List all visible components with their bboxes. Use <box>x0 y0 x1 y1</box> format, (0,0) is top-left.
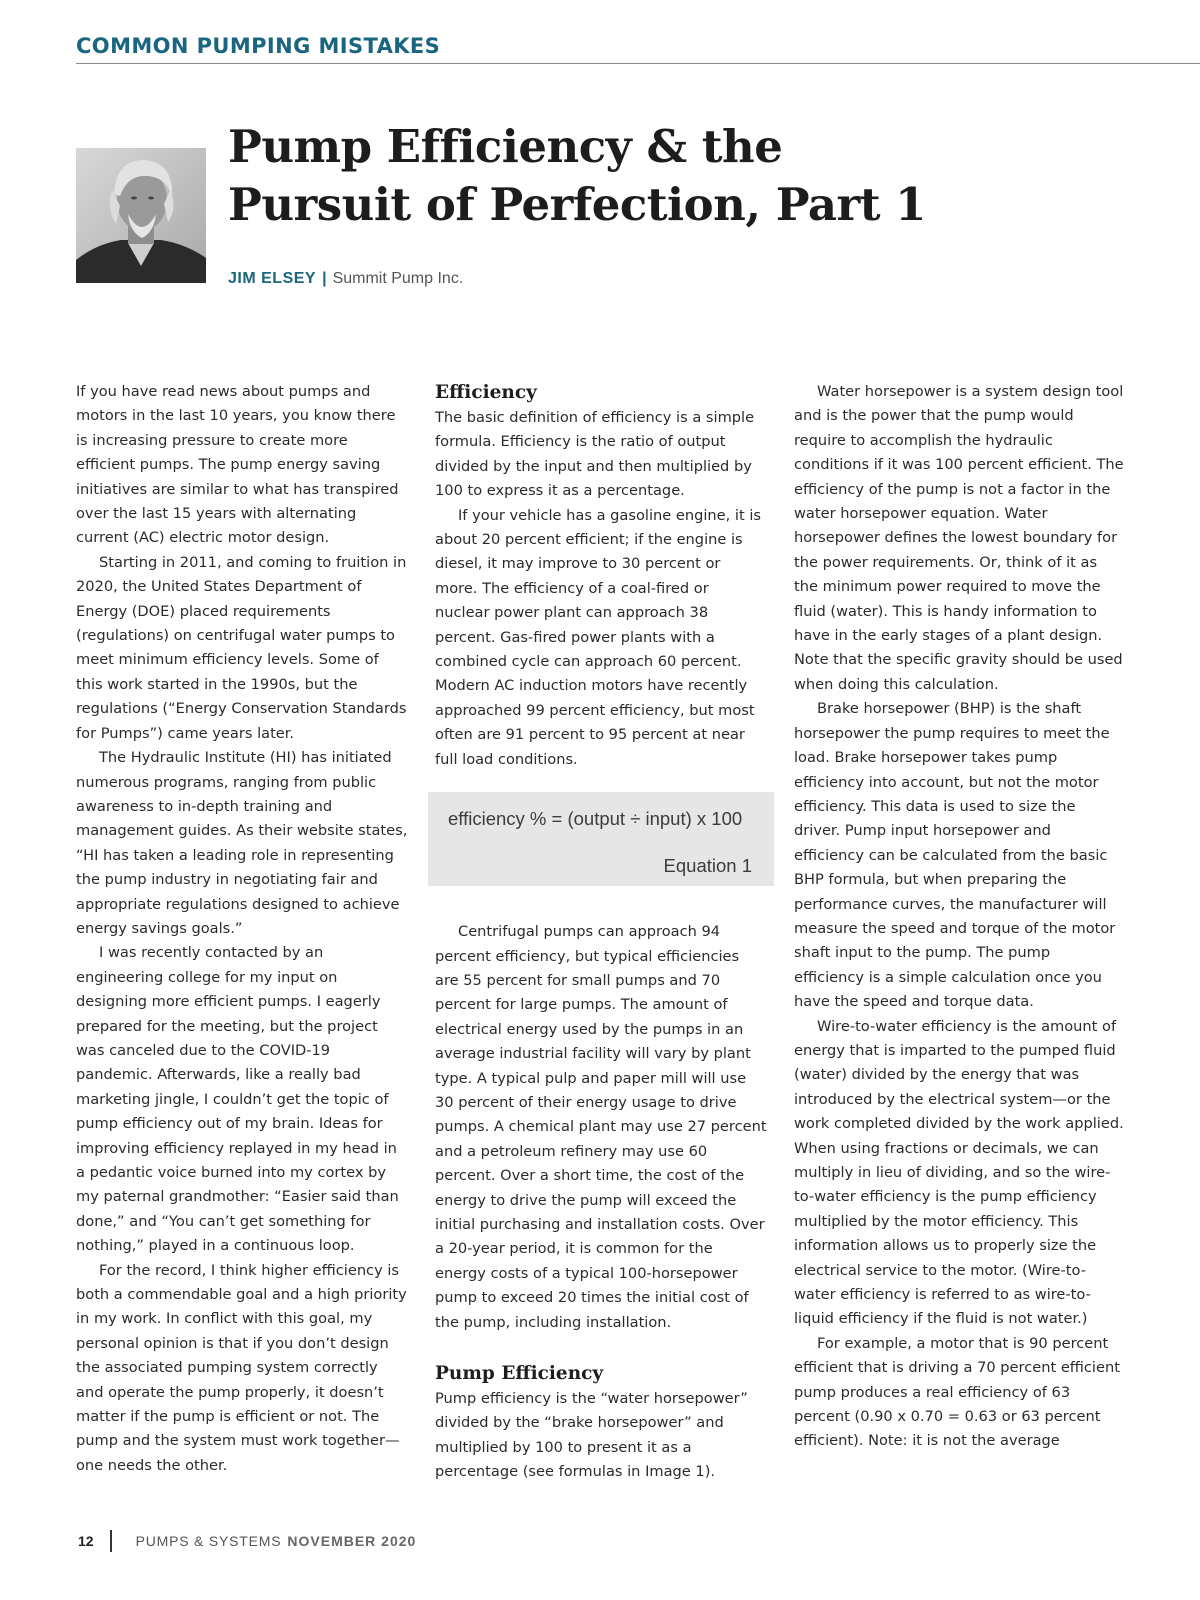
body-paragraph: If you have read news about pumps and motors in the last 10 years, you know there is increasing pressure to create more efficient pumps. The pump energy saving initiatives are similar to what has transpired over the last 15 years with alternating current (AC) electric motor design. <box>76 383 399 547</box>
body-paragraph: If your vehicle has a gasoline engine, it is about 20 percent efficient; if the engine is diesel, it may improve to 30 percent or more. The efficiency of a coal-fired or nuclear power plant can approach 38 percent. Gas-fired power plants with a combined cycle can approach 60 percent. Modern AC induction motors have recently approached 99 percent efficiency, but most often are 91 percent to 95 percent at near full load conditions. <box>435 506 762 768</box>
body-paragraph: The basic definition of efficiency is a simple formula. Efficiency is the ratio of output divided by the input and then multiplied by 100 to express it as a percentage. <box>435 409 755 500</box>
equation-box <box>428 792 774 886</box>
body-paragraph: Water horsepower is a system design tool and is the power that the pump would require to accomplish the hydraulic conditions if it was 100 percent efficient. The efficiency of the pump is not a factor in the water horsepower equation. Water horsepower defines the lowest boundary for the power requirements. Or, think of it as the minimum power required to move the fluid (water). This is handy information to have in the early stages of a plant design. Note that the specific gravity should be used when doing this calculation. <box>794 383 1124 693</box>
body-paragraph: Starting in 2011, and coming to fruition in 2020, the United States Department of Energy (DOE) placed requirements (regulations) on centrifugal water pumps to meet minimum efficiency levels. Some of this work started in the 1990s, but the regulations (“Energy Conservation Standards for Pumps”) came years later. <box>76 553 407 742</box>
body-paragraph: Brake horsepower (BHP) is the shaft horsepower the pump requires to meet the load. Brake horsepower takes pump efficiency into account, but not the motor efficiency. This data is used to size the driver. Pump input horsepower and efficiency can be calculated from the basic BHP formula, but when preparing the performance curves, the manufacturer will measure the speed and torque of the motor shaft input to the pump. The pump efficiency is a simple calculation once you have the speed and torque data. <box>794 700 1116 1011</box>
body-paragraph: For example, a motor that is 90 percent efficient that is driving a 70 percent efficient pump produces a real efficiency of 63 percent (0.90 x 0.70 = 0.63 or 63 percent efficient). Note: it is not the average <box>794 1334 1120 1450</box>
article-title: Pump Efficiency & the Pursuit of Perfection, Part 1 <box>228 120 926 231</box>
page-number: 12 <box>78 1533 94 1549</box>
section-label: COMMON PUMPING MISTAKES <box>76 34 441 58</box>
body-paragraph: The Hydraulic Institute (HI) has initiated numerous programs, ranging from public awareness to in-depth training and management guides. As their website states, “HI has taken a leading role in representing the pump industry in negotiating fair and appropriate regulations designed to achieve energy savings goals.” <box>76 749 408 937</box>
author-photo <box>76 148 206 283</box>
author-name: JIM ELSEY <box>228 270 317 287</box>
body-paragraph: Wire-to-water efficiency is the amount of energy that is imparted to the pumped fluid (water) divided by the energy that was introduced by the electrical system—or the work completed divided by the work applied. When using fractions or decimals, we can multiply in lieu of dividing, and so the wire-to-water efficiency is the pump efficiency multiplied by the motor efficiency. This information allows us to properly size the electrical service to the motor. (Wire-to-water efficiency is referred to as wire-to-liquid efficiency if the fluid is not water.) <box>794 1017 1124 1328</box>
column-1 <box>76 380 408 1478</box>
body-paragraph: Pump efficiency is the “water horsepower” divided by the “brake horsepower” and multiplied by 100 to present it as a percentage (see formulas in Image 1). <box>435 1390 748 1481</box>
section-heading-pump-efficiency: Pump Efficiency <box>435 1363 604 1384</box>
section-heading-efficiency: Efficiency <box>435 382 537 403</box>
body-paragraph: For the record, I think higher efficiency is both a commendable goal and a high priority in my work. In conflict with this goal, my personal opinion is that if you don’t design the associated pumping system correctly and operate the pump properly, it doesn’t matter if the pump is efficient or not. The pump and the system must work together—one needs the other. <box>76 1261 407 1474</box>
author-company: Summit Pump Inc. <box>332 270 464 287</box>
issue-date: NOVEMBER 2020 <box>287 1533 417 1549</box>
footer-divider <box>110 1530 112 1552</box>
body-paragraph: I was recently contacted by an engineering college for my input on designing more efficient pumps. I eagerly prepared for the meeting, but the project was canceled due to the COVID-19 pandemic. Afterwards, like a really bad marketing jingle, I couldn’t get the topic of pump efficiency out of my brain. Ideas for improving efficiency replayed in my head in a pedantic voice burned into my cortex by my paternal grandmother: “Easier said than done,” and “You can’t get something for nothing,” played in a continuous loop. <box>76 944 399 1255</box>
page-footer <box>78 1530 416 1552</box>
column-2 <box>435 380 767 1485</box>
publication-name: PUMPS & SYSTEMS <box>135 1533 282 1549</box>
body-paragraph: Centrifugal pumps can approach 94 percent efficiency, but typical efficiencies are 55 percent for small pumps and 70 percent for large pumps. The amount of electrical energy used by the pumps in an average industrial facility will vary by plant type. A typical pulp and paper mill will use 30 percent of their energy usage to drive pumps. A chemical plant may use 27 percent and a petroleum refinery may use 60 percent. Over a short time, the cost of the energy to drive the pump will exceed the initial purchasing and installation costs. Over a 20-year period, it is common for the energy costs of a typical 100-horsepower pump to exceed 20 times the initial cost of the pump, including installation. <box>435 923 767 1331</box>
column-3 <box>794 380 1124 1454</box>
equation-label: Equation 1 <box>663 855 752 877</box>
equation-formula: efficiency % = (output ÷ input) x 100 <box>448 808 743 830</box>
byline-separator: | <box>322 270 327 287</box>
byline <box>228 270 463 288</box>
header-divider <box>76 63 1200 64</box>
